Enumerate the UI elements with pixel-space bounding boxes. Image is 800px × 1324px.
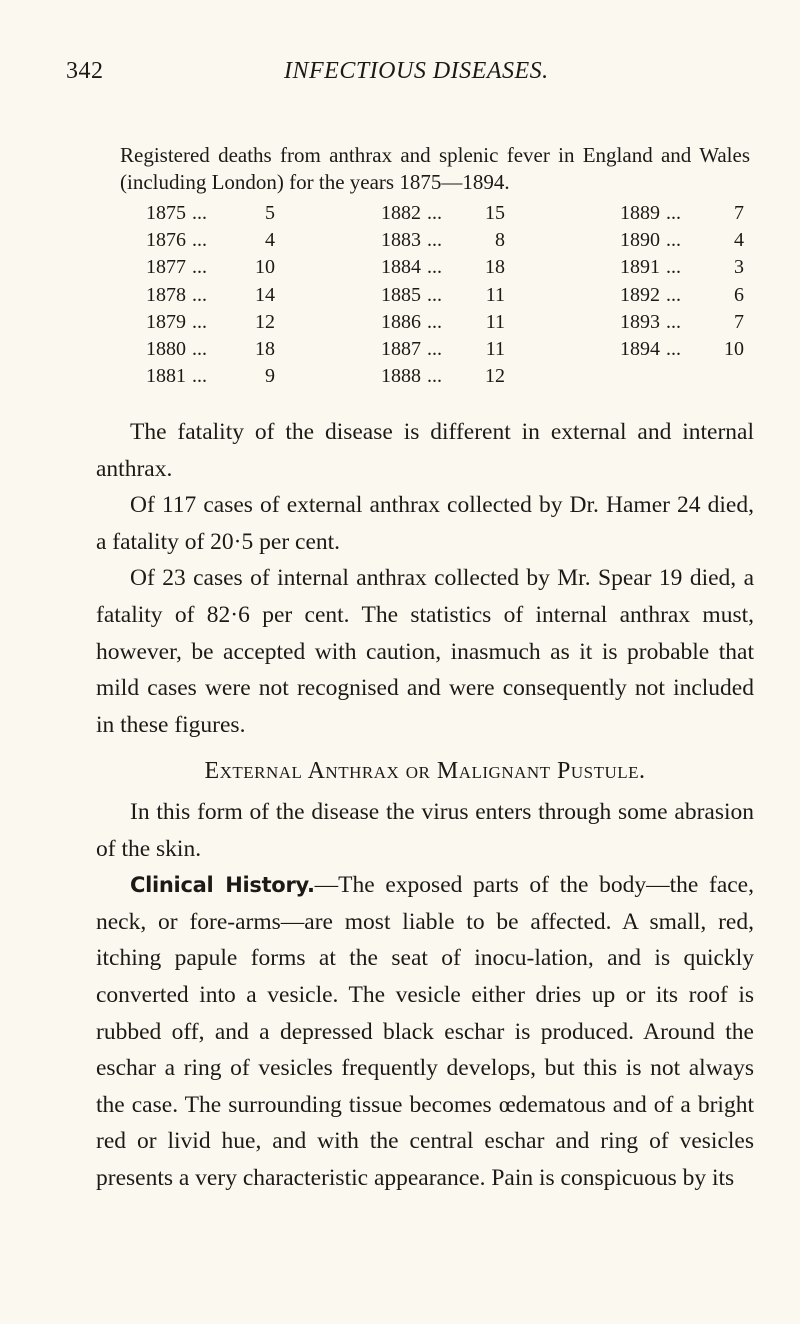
year-cell: 1877 [146,256,186,279]
deaths-cell: 10 [724,337,744,360]
table-row [146,336,275,363]
year-cell: 1878 [146,283,186,306]
section-heading: External Anthrax or Malignant Pustule. [204,758,646,785]
year-cell: 1876 [146,229,186,252]
year-cell: 1887 [381,337,421,360]
table-row [146,227,275,254]
paragraph-clinical-history [96,867,754,1196]
deaths-cell: 3 [734,256,744,279]
year-cell: 1890 [620,229,660,252]
leader-dots: ... [427,337,442,360]
leader-dots: ... [666,256,681,279]
clinical-history-heading: Clinical History. [130,873,315,898]
deaths-cell: 8 [495,229,505,252]
deaths-cell: 11 [485,310,505,333]
deaths-cell: 5 [265,202,275,224]
year-cell: 1892 [620,283,660,306]
year-cell: 1881 [146,365,186,388]
table-row [381,309,505,336]
table-row [381,254,505,281]
leader-dots: ... [427,256,442,279]
clinical-history-text: —The exposed parts of the body—the face, neck, or fore-arms—are most liable to be affected. A small, red, itching papule forms at the seat of inocu-lation, and is quickly converted into a vesicle. The vesicle either dries up or its roof is rubbed off, and a depressed black eschar is produced. Around the eschar a ring of vesicles frequently develops, but this is not always the case. The surrounding tissue becomes œdematous and of a bright red or livid hue, and with the central eschar and ring of vesicles presents a very characteristic appearance. Pain is conspicuous by its [96,872,754,1191]
deaths-cell: 18 [485,256,505,279]
paragraph-external-cases: Of 117 cases of external anthrax collected by Dr. Hamer 24 died, a fatality of 20·5 per cent. [96,492,754,555]
table-row [146,309,275,336]
year-cell: 1882 [381,202,421,224]
table-row [381,200,505,227]
year-cell: 1888 [381,365,421,388]
table-column-3 [620,200,744,363]
page-number: 342 [66,58,104,84]
table-row [620,254,744,281]
deaths-cell: 6 [734,283,744,306]
deaths-cell: 7 [734,202,744,224]
leader-dots: ... [192,310,207,333]
leader-dots: ... [192,283,207,306]
year-cell: 1891 [620,256,660,279]
deaths-cell: 12 [485,365,505,388]
table-column-2 [381,200,505,390]
leader-dots: ... [666,283,681,306]
table-column-1 [146,200,275,390]
leader-dots: ... [427,310,442,333]
table-row [381,227,505,254]
table-row [146,200,275,227]
year-cell: 1879 [146,310,186,333]
paragraph-fatality: The fatality of the disease is different in external and internal anthrax. [96,419,754,482]
leader-dots: ... [427,365,442,388]
table-row [620,336,744,363]
running-title: INFECTIOUS DISEASES. [284,58,549,84]
leader-dots: ... [666,202,681,224]
table-row [381,336,505,363]
year-cell: 1889 [620,202,660,224]
paragraph-virus-entry: In this form of the disease the virus enters through some abrasion of the skin. [96,798,754,862]
table-row [146,282,275,309]
table-row [620,309,744,336]
deaths-cell: 9 [265,365,275,388]
table-row [146,254,275,281]
leader-dots: ... [666,337,681,360]
deaths-cell: 15 [485,202,505,224]
year-cell: 1893 [620,310,660,333]
leader-dots: ... [427,229,442,252]
table-row [381,363,505,390]
leader-dots: ... [666,229,681,252]
deaths-cell: 4 [734,229,744,252]
leader-dots: ... [192,202,207,224]
deaths-cell: 12 [255,310,275,333]
table-row [620,282,744,309]
leader-dots: ... [427,202,442,224]
table-row [620,227,744,254]
table-row [381,282,505,309]
deaths-cell: 4 [265,229,275,252]
deaths-table [0,200,800,400]
year-cell: 1880 [146,337,186,360]
deaths-cell: 18 [255,337,275,360]
paragraph-internal-cases: Of 23 cases of internal anthrax collected by Mr. Spear 19 died, a fatality of 82·6 per cent. The statistics of internal anthrax must, however, be accepted with caution, inasmuch as it is probable that mild cases were not recognised and were consequently not included in these figures. [96,565,754,738]
table-row [620,200,744,227]
deaths-cell: 11 [485,337,505,360]
deaths-cell: 7 [734,310,744,333]
leader-dots: ... [192,229,207,252]
table-row [146,363,275,390]
deaths-cell: 10 [255,256,275,279]
year-cell: 1886 [381,310,421,333]
leader-dots: ... [666,310,681,333]
year-cell: 1884 [381,256,421,279]
deaths-cell: 11 [485,283,505,306]
leader-dots: ... [192,256,207,279]
leader-dots: ... [427,283,442,306]
year-cell: 1894 [620,337,660,360]
deaths-cell: 14 [255,283,275,306]
body-text [96,414,754,1196]
leader-dots: ... [192,337,207,360]
leader-dots: ... [192,365,207,388]
table-caption: Registered deaths from anthrax and splenic fever in England and Wales (including London) for the years 1875—1894. [120,143,750,194]
year-cell: 1883 [381,229,421,252]
year-cell: 1875 [146,202,186,224]
year-cell: 1885 [381,283,421,306]
